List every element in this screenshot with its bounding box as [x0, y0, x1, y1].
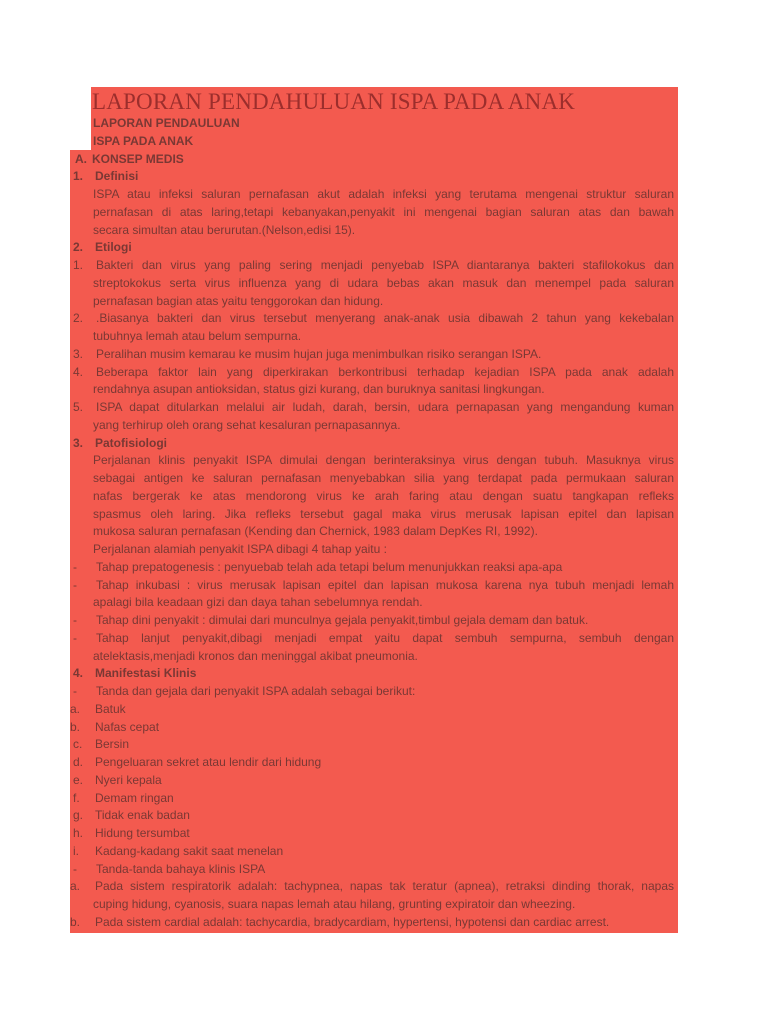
line-text: Kadang-kadang sakit saat menelan: [95, 843, 284, 858]
list-item-line: [0, 735, 768, 753]
line-text: Tidak enak badan: [95, 808, 190, 823]
list-item-line: [0, 345, 768, 363]
list-item-line: [0, 806, 768, 824]
list-marker: 2.: [73, 240, 84, 255]
list-marker: A.: [75, 151, 87, 166]
section-heading-text: ISPA PADA ANAK: [93, 133, 194, 148]
section-heading-line: [0, 664, 768, 682]
line-text: Beberapa faktor lain yang diperkirakan berkontribusi terhadap kejadian ISPA pada anak adalah: [96, 364, 674, 379]
document-title: LAPORAN PENDAHULUAN ISPA PADA ANAK: [92, 89, 576, 114]
line-text: Pada sistem respiratorik adalah: tachypnea, napas tak teratur (apnea), retraksi dinding thorak, napas: [95, 879, 674, 894]
line-text: ISPA dapat ditularkan melalui air ludah, darah, bersin, udara pernapasan yang mengandung kuman: [96, 400, 674, 414]
list-marker: -: [73, 613, 77, 627]
paragraph-line: [0, 647, 768, 665]
list-item-line: [0, 913, 768, 931]
list-marker: -: [73, 630, 77, 645]
list-item-line: [0, 789, 768, 807]
list-item-line: [0, 771, 768, 789]
list-item-line: [0, 256, 768, 274]
section-heading-line: [0, 114, 768, 132]
list-marker: 2.: [73, 311, 84, 326]
line-text: ISPA atau infeksi saluran pernafasan akut adalah infeksi yang terutama mengenai struktur saluran: [93, 187, 674, 201]
list-item-line: [0, 576, 768, 594]
list-marker: 1.: [73, 169, 84, 184]
list-item-line: [0, 682, 768, 700]
list-item-line: [0, 860, 768, 878]
line-text: Tanda-tanda bahaya klinis ISPA: [96, 861, 266, 876]
line-text: Pengeluaran sekret atau lendir dari hidung: [95, 755, 322, 769]
list-marker: 3.: [73, 435, 84, 450]
list-marker: -: [73, 684, 77, 698]
line-text: Tahap inkubasi : virus merusak lapisan epitel dan lapisan mukosa karena nya tubuh menjadi lemah: [96, 577, 674, 592]
line-text: tubuhnya lemah atau belum sempurna.: [93, 329, 302, 343]
list-marker: d.: [73, 755, 84, 769]
list-item-line: [0, 629, 768, 647]
section-heading-line: [0, 132, 768, 150]
paragraph-line: [0, 274, 768, 292]
section-heading-line: [0, 238, 768, 256]
paragraph-line: [0, 380, 768, 398]
line-text: Bersin: [95, 737, 130, 752]
list-marker: -: [73, 559, 77, 574]
list-item-line: [0, 363, 768, 381]
line-text: spasmus oleh laring. Jika refleks tersebut gagal maka virus merusak lapisan epitel dan lapisan: [93, 506, 674, 521]
line-text: Peralihan musim kemarau ke musim hujan juga menimbulkan risiko serangan ISPA.: [96, 346, 542, 361]
section-heading-text: Manifestasi Klinis: [95, 666, 197, 681]
line-text: Perjalanan klinis penyakit ISPA dimulai dengan berinteraksinya virus dengan tubuh. Masuknya virus: [93, 453, 674, 468]
section-heading-text: Patofisiologi: [95, 435, 167, 450]
list-marker: 4.: [73, 364, 84, 379]
line-text: rendahnya asupan antioksidan, status gizi kurang, dan buruknya sanitasi lingkungan.: [93, 382, 545, 397]
line-text: Tanda dan gejala dari penyakit ISPA adalah sebagai berikut:: [96, 684, 416, 698]
list-item-line: [0, 398, 768, 416]
list-marker: i.: [73, 843, 79, 858]
paragraph-line: [0, 505, 768, 523]
line-text: mukosa saluran pernafasan (Kending dan Chernick, 1983 dalam DepKes RI, 1992).: [93, 524, 538, 539]
line-text: Tahap lanjut penyakit,dibagi menjadi empat yaitu dapat sembuh sempurna, sembuh dengan: [96, 630, 674, 645]
list-marker: c.: [73, 737, 83, 752]
list-item-line: [0, 753, 768, 771]
line-text: Nafas cepat: [95, 719, 160, 734]
line-text: streptokokus serta virus influenza yang di udara bebas akan masuk dan menempel pada saluran: [93, 275, 674, 290]
paragraph-line: [0, 522, 768, 540]
list-marker: g.: [73, 808, 84, 823]
line-text: nafas bergerak ke atas mendorong virus ke arah faring atau dengan suatu tangkapan refleks: [93, 488, 674, 503]
line-text: pernafasan bagian atas yaitu tenggorokan dan hidung.: [93, 293, 384, 308]
list-item-line: [0, 309, 768, 327]
list-item-line: [0, 558, 768, 576]
paragraph-line: [0, 292, 768, 310]
line-text: apalagi bila keadaan gizi dan daya tahan sebelumnya rendah.: [93, 595, 423, 610]
list-marker: b.: [70, 719, 81, 734]
list-item-line: [0, 700, 768, 718]
section-heading-text: LAPORAN PENDAULUAN: [93, 116, 240, 130]
line-text: Batuk: [95, 701, 126, 716]
line-text: Perjalanan alamiah penyakit ISPA dibagi 4 tahap yaitu :: [93, 542, 387, 556]
section-heading-line: [0, 167, 768, 185]
line-text: Bakteri dan virus yang paling sering menjadi penyebab ISPA diantaranya bakteri stafilokokus dan: [96, 258, 674, 272]
section-heading-text: Definisi: [95, 169, 139, 184]
list-marker: a.: [70, 879, 81, 894]
line-text: yang terhirup oleh orang sehat kesaluran pernapasannya.: [93, 417, 401, 432]
list-marker: -: [73, 577, 77, 592]
list-item-line: [0, 718, 768, 736]
list-item-line: [0, 824, 768, 842]
list-item-line: [0, 877, 768, 895]
list-marker: f.: [73, 790, 80, 805]
paragraph-line: [0, 469, 768, 487]
paragraph-line: [0, 185, 768, 203]
paragraph-line: [0, 487, 768, 505]
list-marker: a.: [70, 701, 81, 716]
list-marker: 1.: [73, 258, 84, 272]
line-text: Nyeri kepala: [95, 772, 162, 787]
list-marker: b.: [70, 914, 81, 929]
list-marker: e.: [73, 772, 84, 787]
line-text: secara simultan atau berurutan.(Nelson,edisi 15).: [93, 222, 356, 237]
section-heading-text: KONSEP MEDIS: [92, 151, 184, 166]
section-heading-line: [0, 150, 768, 168]
list-marker: 3.: [73, 346, 84, 361]
list-marker: 4.: [73, 666, 84, 681]
line-text: atelektasis,menjadi kronos dan meninggal akibat pneumonia.: [93, 648, 418, 663]
line-text: pernafasan di atas laring,tetapi kebanyakan,penyakit ini mengenai bagian saluran atas dan bawah: [93, 204, 674, 219]
paragraph-line: [0, 540, 768, 558]
line-text: sebagai antigen ke saluran pernafasan menyebabkan silia yang terdapat pada permukaan saluran: [93, 471, 674, 485]
section-heading-text: Etilogi: [95, 240, 132, 255]
paragraph-line: [0, 203, 768, 221]
list-marker: h.: [73, 826, 84, 840]
paragraph-line: [0, 451, 768, 469]
line-text: Tahap dini penyakit : dimulai dari munculnya gejala penyakit,timbul gejala demam dan batuk.: [96, 613, 589, 627]
paragraph-line: [0, 593, 768, 611]
line-text: Demam ringan: [95, 790, 174, 805]
line-text: .Biasanya bakteri dan virus tersebut menyerang anak-anak usia dibawah 2 tahun yang kekebalan: [96, 311, 674, 326]
line-text: Tahap prepatogenesis : penyuebab telah ada tetapi belum menunjukkan reaksi apa-apa: [96, 559, 563, 574]
paragraph-line: [0, 895, 768, 913]
list-item-line: [0, 611, 768, 629]
list-marker: 5.: [73, 400, 84, 414]
paragraph-line: [0, 221, 768, 239]
paragraph-line: [0, 416, 768, 434]
line-text: Pada sistem cardial adalah: tachycardia, bradycardiam, hypertensi, hypotensi dan cardiac arrest.: [95, 914, 610, 929]
list-item-line: [0, 842, 768, 860]
section-heading-line: [0, 434, 768, 452]
line-text: Hidung tersumbat: [95, 826, 190, 840]
paragraph-line: [0, 327, 768, 345]
list-marker: -: [73, 861, 77, 876]
line-text: cuping hidung, cyanosis, suara napas lemah atau hilang, grunting expiratoir dan wheezing.: [93, 897, 576, 911]
